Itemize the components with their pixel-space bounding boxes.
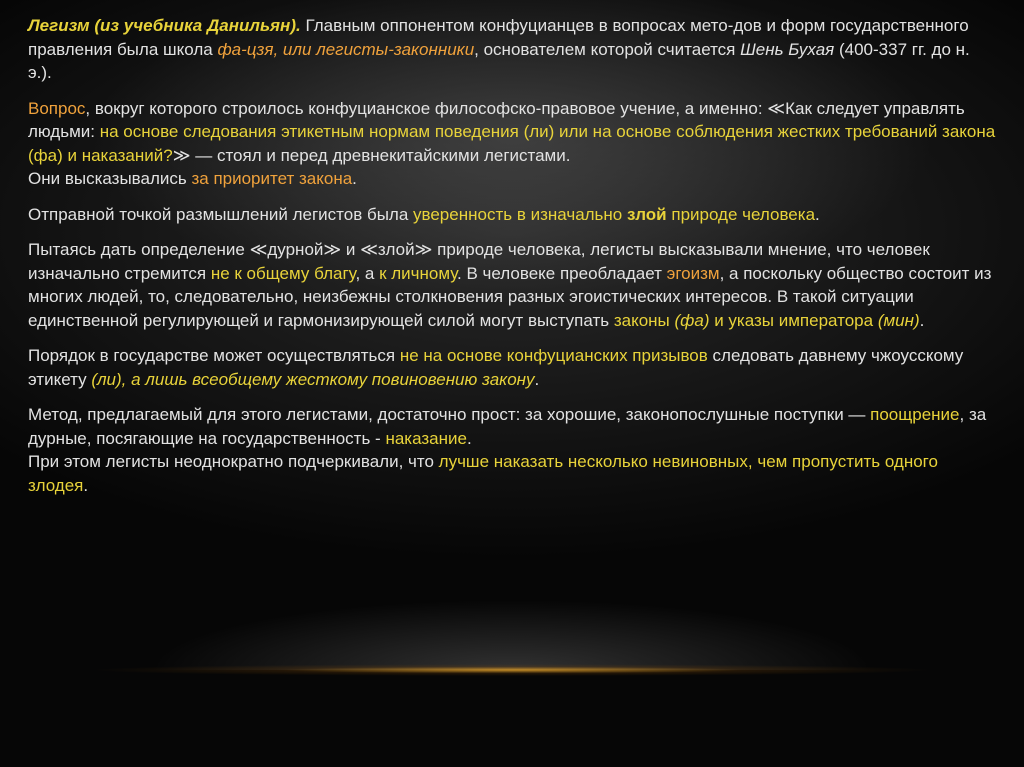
p6-text-1: Метод, предлагаемый для этого легистами, достаточно прост: за хорошие, законопослушные поступки — (28, 405, 871, 424)
p6-text-3: . (466, 428, 472, 448)
fa-jia-term: фа-цзя, или легисты-законники (217, 39, 475, 59)
better-punish-highlight: лучше наказать несколько невиновных, чем пропустить одного злодея (28, 452, 938, 495)
nature-highlight: природе человека (666, 204, 816, 224)
p4-text-1: Пытаясь дать определение ≪дурной≫ и ≪злой≫ природе человека, легисты высказывали мнение, что человек изначально стремится (28, 240, 930, 283)
paragraph-1 (28, 14, 998, 85)
p1-text-2: , основателем которой считается (474, 39, 741, 59)
egoism-highlight: эгоизм (666, 263, 720, 283)
alternative-highlight: на основе следования этикетным нормам поведения (ли) или на основе соблюдения жестких требований закона (фа) и наказаний? (28, 122, 996, 165)
p1-text-1: Главным оппонентом конфуцианцев в вопросах мето-дов и форм государственного правления была школа (28, 16, 969, 59)
p2-text-1: , вокруг которого строилось конфуцианское философско-правовое учение, а именно: ≪Как следует управлять людьми: (28, 98, 965, 141)
paragraph-3 (28, 203, 998, 227)
paragraph-2 (28, 97, 998, 191)
p3-text-2: . (815, 204, 820, 224)
decrees-highlight: и указы императора (709, 310, 878, 330)
common-good-highlight: не к общему благу (210, 263, 356, 283)
fa-term: (фа) (674, 310, 710, 330)
p5-text-2: следовать давнему чжоусскому этикету (28, 346, 964, 389)
p4-text-3: . В человеке преобладает (457, 263, 667, 283)
paragraph-6 (28, 403, 998, 497)
confidence-highlight: уверенность в изначально (413, 204, 627, 224)
priority-highlight: за приоритет закона (191, 169, 353, 188)
bottom-halo (0, 580, 1024, 670)
punishment-highlight: наказание (385, 428, 467, 448)
p6-text-4: При этом легисты неоднократно подчеркивали, что (28, 452, 439, 471)
not-confucian-highlight: не на основе конфуцианских призывов (399, 346, 708, 365)
p6-text-2: , за дурные, посягающие на государственность - (28, 405, 987, 448)
p4-text-5: . (919, 310, 925, 330)
li-obedience-highlight: (ли), а лишь всеобщему жесткому повиновению закону (91, 369, 535, 389)
p5-text-3: . (534, 369, 540, 389)
personal-highlight: к личному (379, 263, 458, 283)
question-word: Вопрос (28, 98, 86, 118)
p3-text-1: Отправной точкой размышлений легистов была (28, 204, 414, 224)
evil-word: злой (627, 204, 667, 224)
laws-highlight: законы (613, 310, 675, 330)
founder-name: Шень Бухая (740, 39, 835, 59)
paragraph-5 (28, 344, 998, 391)
p6-text-5: . (83, 475, 89, 495)
p2-text-4: . (352, 169, 357, 188)
reward-highlight: поощрение (870, 405, 960, 424)
p2-text-2: ≫ — стоял и перед древнекитайскими легистами. (172, 145, 571, 165)
p4-text-4: , а поскольку общество состоит из многих людей, то, следовательно, неизбежны столкновения разных эгоистических интересов. В такой ситуации единственной регулирующей и гармонизирующей силой могут выступать (28, 263, 992, 330)
min-term: (мин) (877, 310, 920, 330)
p2-text-3: Они высказывались (28, 169, 192, 188)
p4-text-2: , а (355, 263, 380, 283)
p1-text-3: (400-337 гг. до н. э.). (28, 39, 970, 82)
golden-glow-line (0, 660, 1024, 680)
p5-text-1: Порядок в государстве может осуществляться (28, 346, 400, 365)
paragraph-4 (28, 238, 998, 332)
slide-text (28, 14, 998, 509)
heading-legism: Легизм (из учебника Данильян). (28, 16, 301, 35)
